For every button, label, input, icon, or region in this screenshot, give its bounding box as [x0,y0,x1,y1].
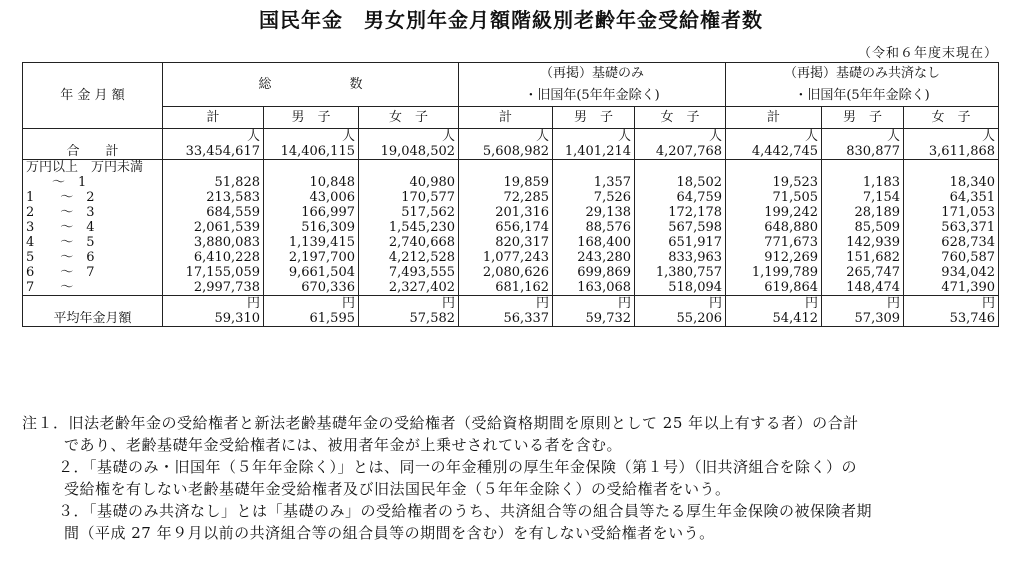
row-label: 3 ～ 4 [23,220,163,235]
data-cell: 17,155,059 [163,265,264,280]
totals-row [23,144,999,160]
data-cell: 18,502 [635,175,726,190]
data-cell: 1,357 [553,175,635,190]
data-cell: 771,673 [726,235,822,250]
average-label: 平均年金月額 [23,311,163,327]
data-cell: 85,509 [822,220,904,235]
unit-label: 円 [359,296,459,312]
data-cell: 171,053 [904,205,999,220]
data-cell: 517,562 [359,205,459,220]
range-header: 万円以上 万円未満 [23,160,163,176]
data-cell: 648,880 [726,220,822,235]
data-cell: 1,077,243 [459,250,553,265]
data-cell: 1,139,415 [264,235,359,250]
data-cell: 2,740,668 [359,235,459,250]
unit-label: 人 [553,129,635,145]
data-cell: 19,523 [726,175,822,190]
note-3-line1: ３．「基礎のみ共済なし」とは「基礎のみ」の受給権者のうち、共済組合等の組合員等たる厚生年金保険の被保険者期 [58,502,873,520]
nokyosai-kei-header: 計 [726,107,822,129]
data-cell: 656,174 [459,220,553,235]
total-cell: 33,454,617 [163,144,264,160]
total-female-header: 女 子 [359,107,459,129]
data-cell: 2,327,402 [359,280,459,296]
note-1-line2: であり、老齢基礎年金受給権者には、被用者年金が上乗せされている者を含む。 [64,436,623,454]
data-cell: 142,939 [822,235,904,250]
data-cell: 64,351 [904,190,999,205]
row-label: 7 ～ [23,280,163,296]
data-cell: 10,848 [264,175,359,190]
average-cell: 59,310 [163,311,264,327]
total-cell: 830,877 [822,144,904,160]
nokyosai-male-header: 男 子 [822,107,904,129]
data-cell: 19,859 [459,175,553,190]
basic-group-header-line1: （再掲）基礎のみ [459,63,726,85]
table-row [23,220,999,235]
unit-label: 人 [163,129,264,145]
unit-label: 人 [726,129,822,145]
basic-group-header-line2: ・旧国年(5年年金除く) [459,85,726,107]
data-cell: 760,587 [904,250,999,265]
data-cell: 681,162 [459,280,553,296]
data-cell: 168,400 [553,235,635,250]
unit-label: 人 [264,129,359,145]
unit-label: 円 [904,296,999,312]
data-cell: 170,577 [359,190,459,205]
data-cell: 40,980 [359,175,459,190]
note-3-line2: 間（平成 27 年９月以前の共済組合等の組合員等の期間を含む）を有しない受給権者をいう。 [64,524,715,542]
nokyosai-group-header-line2: ・旧国年(5年年金除く) [726,85,999,107]
total-cell: 4,442,745 [726,144,822,160]
data-cell: 201,316 [459,205,553,220]
unit-label: 円 [163,296,264,312]
data-cell: 88,576 [553,220,635,235]
data-cell: 29,138 [553,205,635,220]
data-cell: 7,154 [822,190,904,205]
unit-label: 円 [822,296,904,312]
data-cell: 213,583 [163,190,264,205]
data-cell: 3,880,083 [163,235,264,250]
data-cell: 43,006 [264,190,359,205]
data-cell: 2,080,626 [459,265,553,280]
data-cell: 833,963 [635,250,726,265]
data-cell: 567,598 [635,220,726,235]
data-cell: 7,493,555 [359,265,459,280]
data-cell: 670,336 [264,280,359,296]
total-cell: 3,611,868 [904,144,999,160]
row-label: 4 ～ 5 [23,235,163,250]
table-row [23,265,999,280]
unit-label: 人 [635,129,726,145]
nokyosai-female-header: 女 子 [904,107,999,129]
data-cell: 28,189 [822,205,904,220]
pension-table [22,62,999,327]
data-cell: 1,380,757 [635,265,726,280]
total-cell: 14,406,115 [264,144,359,160]
data-cell: 518,094 [635,280,726,296]
row-label: 6 ～ 7 [23,265,163,280]
total-kei-header: 計 [163,107,264,129]
data-cell: 1,183 [822,175,904,190]
table-row [23,175,999,190]
average-cell: 54,412 [726,311,822,327]
row-label: 2 ～ 3 [23,205,163,220]
data-cell: 71,505 [726,190,822,205]
row-label: 1 ～ 2 [23,190,163,205]
basic-male-header: 男 子 [553,107,635,129]
notes [22,412,1007,544]
unit-label: 円 [553,296,635,312]
note-2-line1: ２．「基礎のみ・旧国年（５年年金除く）」とは、同一の年金種別の厚生年金保険（第１号）（旧共済組合を除く）の [58,458,858,476]
data-cell: 72,285 [459,190,553,205]
basic-female-header: 女 子 [635,107,726,129]
unit-spacer [23,129,163,145]
data-cell: 1,199,789 [726,265,822,280]
data-cell: 651,917 [635,235,726,250]
data-cell: 51,828 [163,175,264,190]
data-cell: 1,545,230 [359,220,459,235]
average-cell: 55,206 [635,311,726,327]
data-cell: 151,682 [822,250,904,265]
data-cell: 18,340 [904,175,999,190]
table-row [23,190,999,205]
data-cell: 934,042 [904,265,999,280]
data-cell: 265,747 [822,265,904,280]
data-cell: 563,371 [904,220,999,235]
total-cell: 5,608,982 [459,144,553,160]
data-cell: 7,526 [553,190,635,205]
totals-label: 合 計 [23,144,163,160]
table-row [23,250,999,265]
data-cell: 148,474 [822,280,904,296]
note-1-line1: 注１．旧法老齢年金の受給権者と新法老齢基礎年金の受給権者（受給資格期間を原則として 25 年以上有する者）の合計 [22,414,859,432]
average-cell: 61,595 [264,311,359,327]
total-cell: 4,207,768 [635,144,726,160]
data-cell: 243,280 [553,250,635,265]
data-cell: 619,864 [726,280,822,296]
unit-label: 人 [904,129,999,145]
nokyosai-group-header-line1: （再掲）基礎のみ共済なし [726,63,999,85]
total-group-header: 総 数 [163,63,459,107]
data-cell: 912,269 [726,250,822,265]
row-label: 5 ～ 6 [23,250,163,265]
basic-kei-header: 計 [459,107,553,129]
data-cell: 4,212,528 [359,250,459,265]
average-cell: 59,732 [553,311,635,327]
average-cell: 56,337 [459,311,553,327]
unit-label: 人 [459,129,553,145]
data-cell: 9,661,504 [264,265,359,280]
data-cell: 628,734 [904,235,999,250]
average-cell: 57,582 [359,311,459,327]
note-2-line2: 受給権を有しない老齢基礎年金受給権者及び旧法国民年金（５年年金除く）の受給権者をいう。 [64,480,731,498]
data-cell: 699,869 [553,265,635,280]
total-cell: 1,401,214 [553,144,635,160]
unit-spacer [23,296,163,312]
data-cell: 471,390 [904,280,999,296]
unit-label: 円 [726,296,822,312]
average-cell: 53,746 [904,311,999,327]
table-row [23,280,999,296]
data-cell: 684,559 [163,205,264,220]
data-cell: 172,178 [635,205,726,220]
average-cell: 57,309 [822,311,904,327]
unit-label: 人 [359,129,459,145]
table-row [23,205,999,220]
data-cell: 166,997 [264,205,359,220]
table-row [23,235,999,250]
unit-label: 円 [264,296,359,312]
row-label: ～ 1 [23,175,163,190]
data-cell: 2,061,539 [163,220,264,235]
data-cell: 2,197,700 [264,250,359,265]
page-title: 国民年金 男女別年金月額階級別老齢年金受給権者数 [259,8,763,32]
total-male-header: 男 子 [264,107,359,129]
data-cell: 64,759 [635,190,726,205]
unit-label: 円 [459,296,553,312]
unit-label: 人 [822,129,904,145]
average-row [23,311,999,327]
total-cell: 19,048,502 [359,144,459,160]
data-cell: 163,068 [553,280,635,296]
data-cell: 2,997,738 [163,280,264,296]
data-cell: 820,317 [459,235,553,250]
amount-column-header: 年 金 月 額 [23,63,163,129]
as-of-date: （令和６年度末現在） [857,46,998,61]
data-cell: 516,309 [264,220,359,235]
data-cell: 6,410,228 [163,250,264,265]
unit-label: 円 [635,296,726,312]
data-cell: 199,242 [726,205,822,220]
